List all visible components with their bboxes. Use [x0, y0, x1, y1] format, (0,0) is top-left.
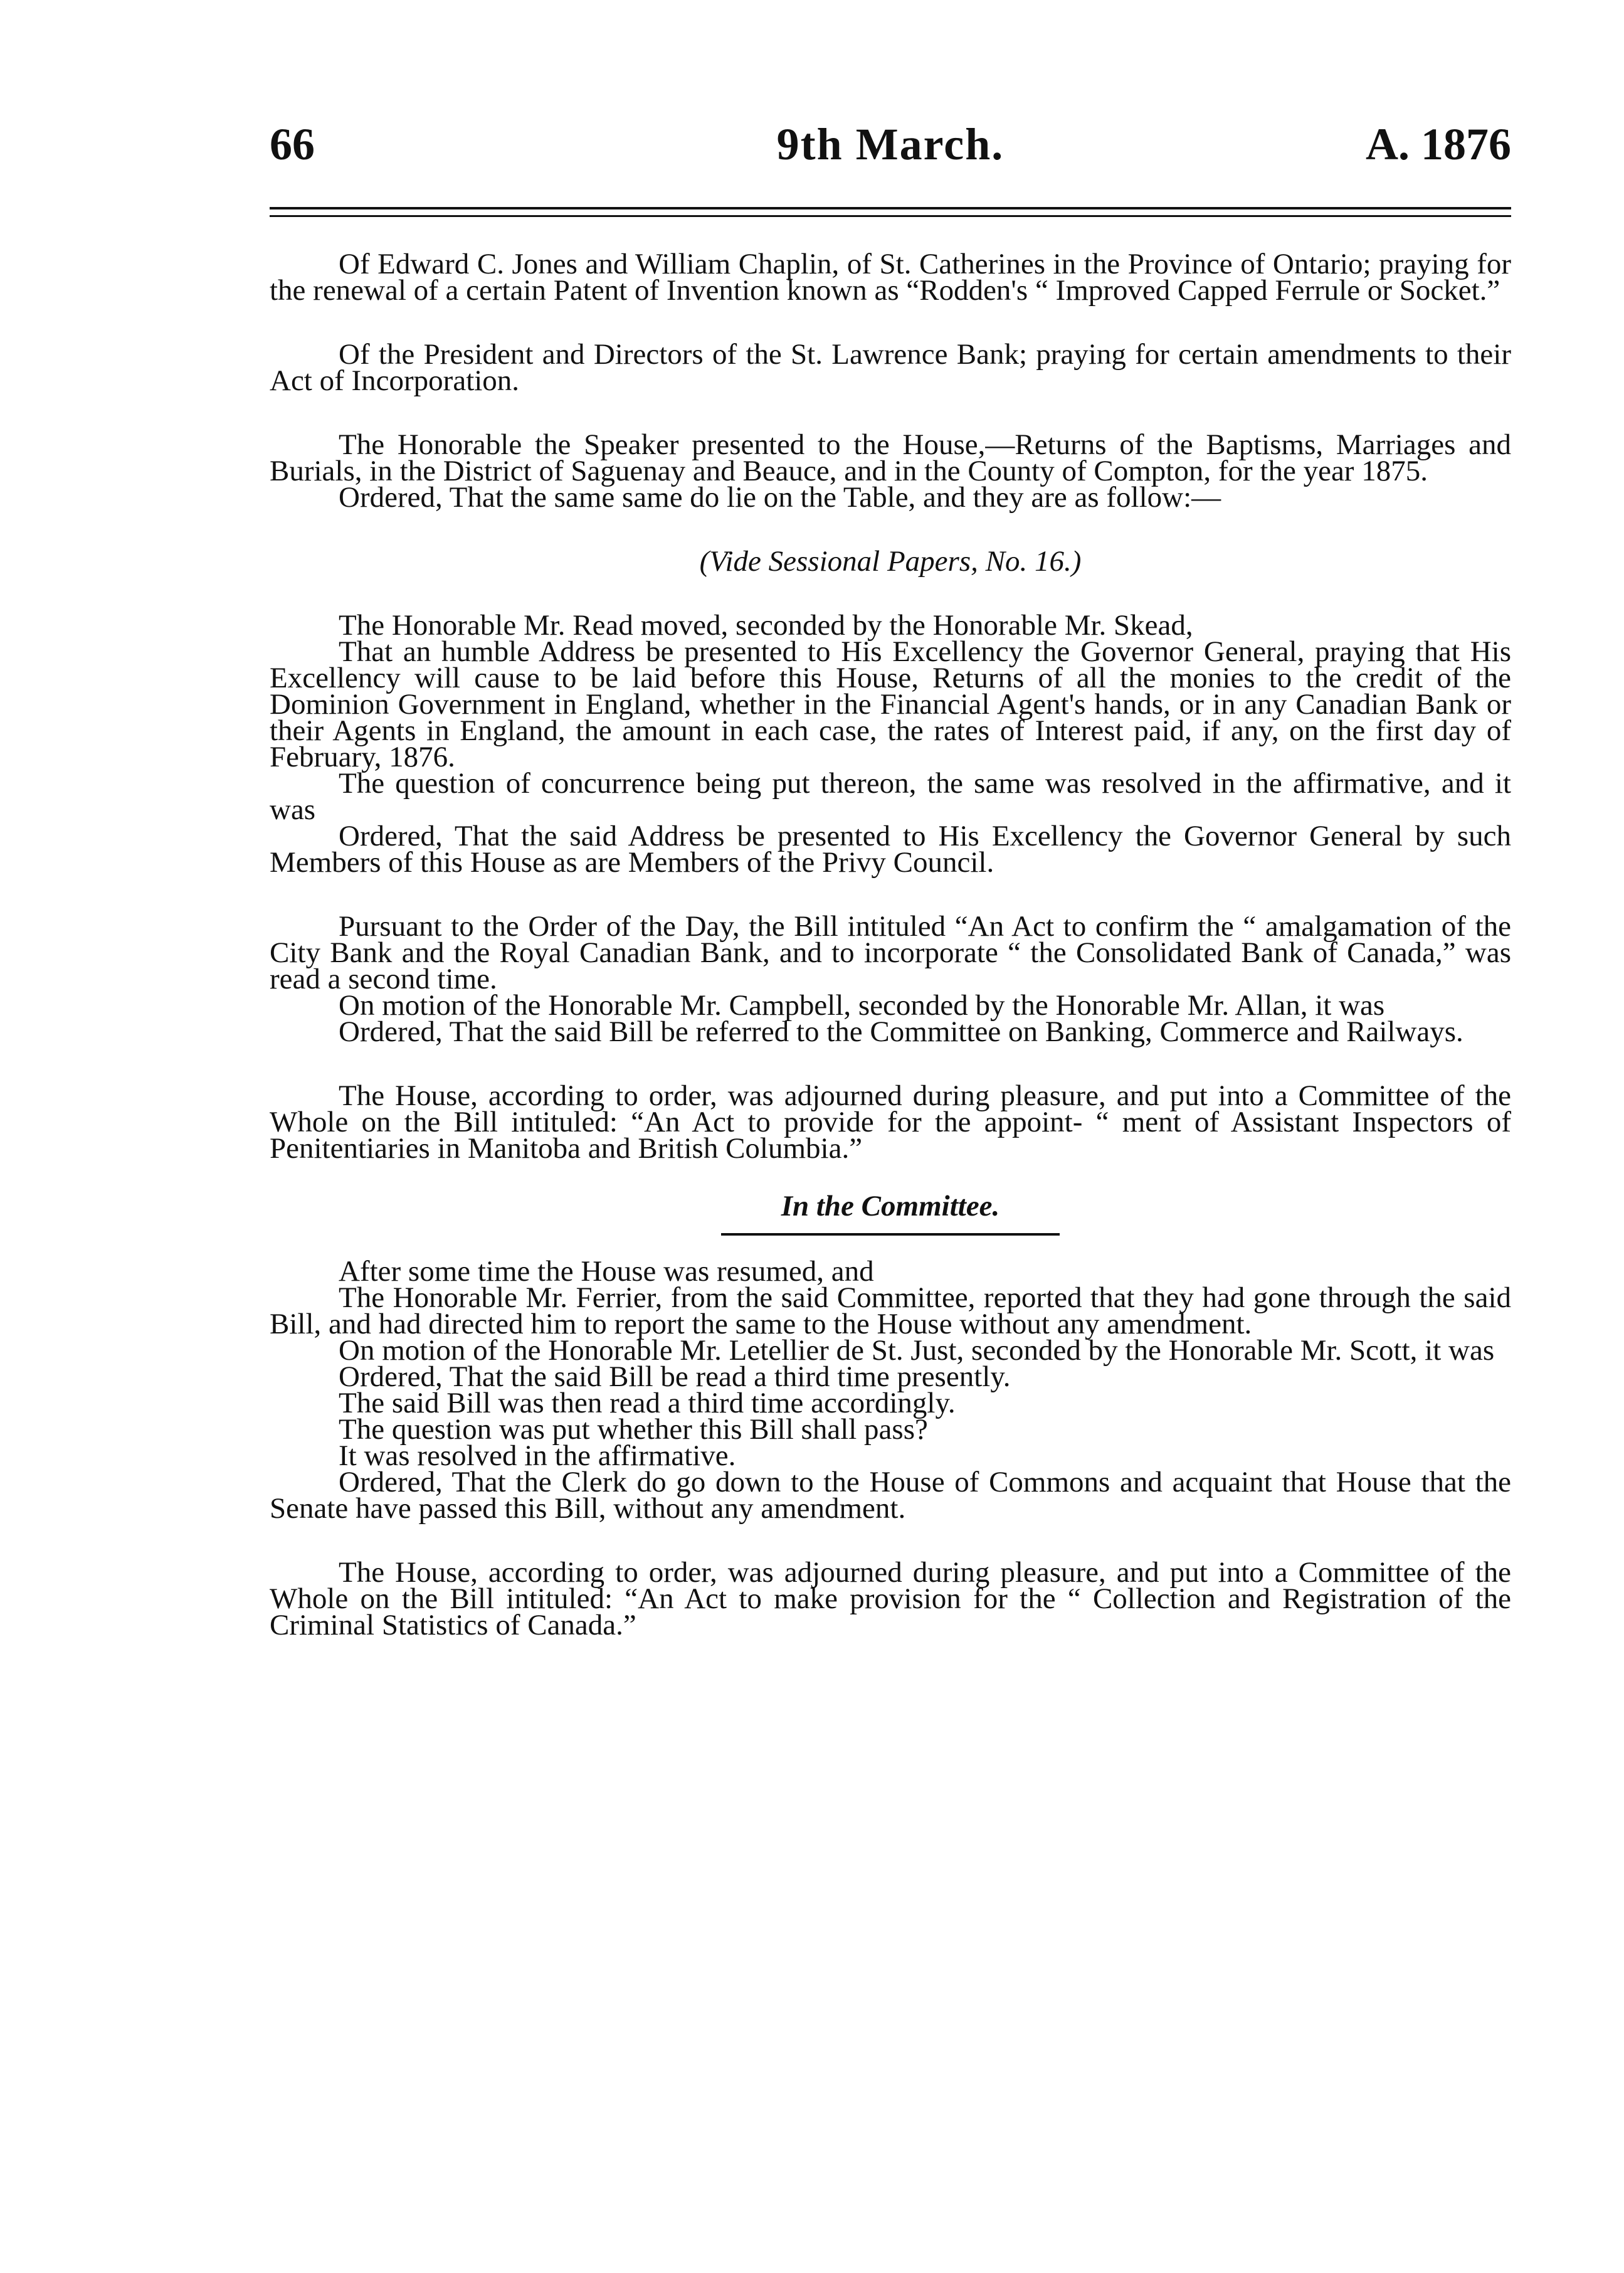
- read-motion-paragraph: The Honorable Mr. Read moved, seconded by the Honorable Mr. Skead,: [339, 609, 1193, 642]
- page-number: 66: [270, 119, 315, 169]
- ordered-committee-paragraph: Ordered, That the said Bill be referred to the Committee on Banking, Commerce and Railways.: [339, 1015, 1463, 1048]
- clerk-commons-paragraph: Ordered, That the Clerk do go down to the House of Commons and acquaint that House that the Senate have passed this Bill, without any amendment.: [270, 1466, 1511, 1525]
- vide-sessional-papers: (Vide Sessional Papers, No. 16.): [699, 545, 1082, 578]
- second-reading-paragraph: Pursuant to the Order of the Day, the Bill intituled “An Act to confirm the “ amalgamation of the City Bank and the Royal Canadian Bank, and to incorporate “ the Consolidated Bank of Canada,” was read a second time.: [270, 910, 1511, 995]
- resolved-affirmative: It was resolved in the affirmative.: [339, 1439, 736, 1472]
- house-adjourned-paragraph-2: The House, according to order, was adjourned during pleasure, and put into a Committee of the Whole on the Bill intituled: “An Act to make provision for the “ Collection and Registration of the Criminal Statistics of Canada.”: [270, 1556, 1511, 1641]
- question-put: The question was put whether this Bill shall pass?: [339, 1413, 928, 1446]
- house-resumed-paragraph: After some time the House was resumed, and: [339, 1255, 874, 1288]
- committee-heading: In the Committee.: [781, 1190, 1000, 1222]
- humble-address-paragraph: That an humble Address be presented to His Excellency the Governor General, praying that His Excellency will cause to be laid before this House, Returns of all the monies to the credit of the Dominion Government in England, whether in the Financial Agent's hands, or in any Canadian Bank or their Agents in England, the amount in each case, the rates of Interest paid, if any, on the first day of February, 1876.: [270, 635, 1511, 773]
- third-reading-order: Ordered, That the said Bill be read a third time presently.: [339, 1360, 1011, 1393]
- petition-jones-chaplin: Of Edward C. Jones and William Chaplin, of St. Catherines in the Province of Ontario; praying for the renewal of a certain Patent of Invention known as “Rodden's “ Improved Capped Ferrule or Socket.”: [270, 248, 1511, 307]
- speaker-returns-paragraph: The Honorable the Speaker presented to the House,—Returns of the Baptisms, Marriages and Burials, in the District of Saguenay and Beauce, and in the County of Compton, for the year 1875.: [270, 428, 1511, 487]
- third-reading-done: The said Bill was then read a third time accordingly.: [339, 1387, 956, 1419]
- letellier-motion-paragraph: On motion of the Honorable Mr. Letellier de St. Just, seconded by the Honorable Mr. Scott, it was: [339, 1334, 1495, 1367]
- page-header: [270, 110, 1511, 179]
- petition-st-lawrence-bank: Of the President and Directors of the St. Lawrence Bank; praying for certain amendments to their Act of Incorporation.: [270, 338, 1511, 397]
- campbell-motion-paragraph: On motion of the Honorable Mr. Campbell, seconded by the Honorable Mr. Allan, it was: [339, 989, 1385, 1022]
- ordered-table-paragraph: Ordered, That the same same do lie on the Table, and they are as follow:—: [339, 481, 1221, 514]
- header-date: 9th March.: [776, 119, 1004, 169]
- ordered-address-paragraph: Ordered, That the said Address be presented to His Excellency the Governor General by such Members of this House as are Members of the Privy Council.: [270, 820, 1511, 879]
- house-adjourned-paragraph-1: The House, according to order, was adjourned during pleasure, and put into a Committee of the Whole on the Bill intituled: “An Act to provide for the appoint- “ ment of Assistant Inspectors of Penitentiaries in Manitoba and British Columbia.”: [270, 1079, 1511, 1165]
- ferrier-report-paragraph: The Honorable Mr. Ferrier, from the said Committee, reported that they had gone through the said Bill, and had directed him to report the same to the House without any amendment.: [270, 1281, 1511, 1340]
- header-double-rule: [270, 207, 1511, 217]
- page-body: [270, 248, 1511, 1641]
- concurrence-paragraph: The question of concurrence being put thereon, the same was resolved in the affirmative, and it was: [270, 767, 1511, 826]
- header-year: A. 1876: [1366, 119, 1511, 169]
